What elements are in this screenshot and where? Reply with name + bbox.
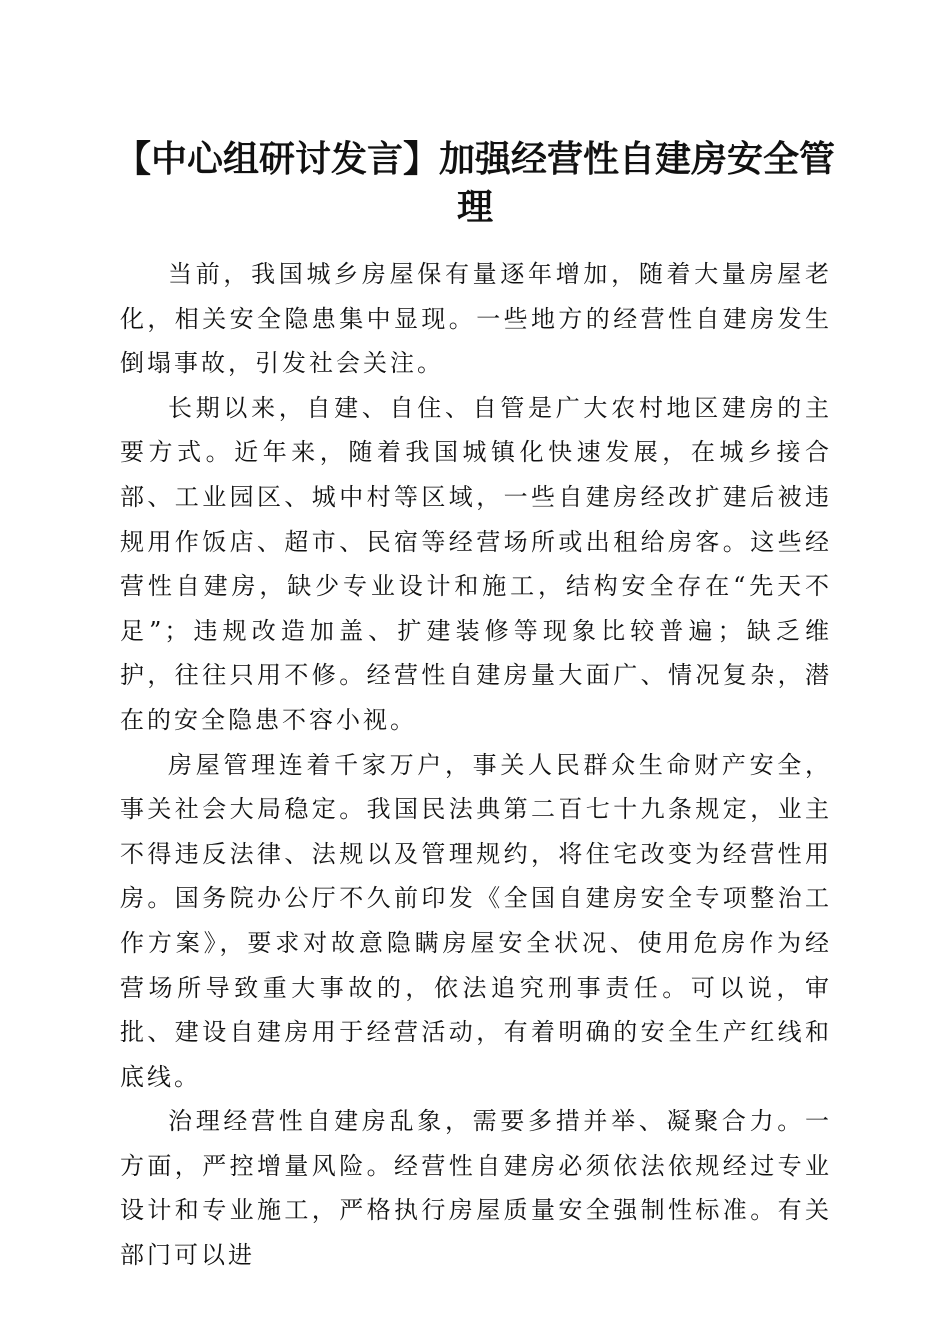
paragraph-2: 长期以来，自建、自住、自管是广大农村地区建房的主要方式。近年来，随着我国城镇化快速发展，在城乡接合部、工业园区、城中村等区域，一些自建房经改扩建后被违规用作饭店、超市、民宿等经营场所或出租给房客。这些经营性自建房，缺少专业设计和施工，结构安全存在“先天不足”；违规改造加盖、扩建装修等现象比较普遍；缺乏维护，往往只用不修。经营性自建房量大面广、情况复杂，潜在的安全隐患不容小视。 bbox=[120, 393, 832, 734]
document-title: 【中心组研讨发言】加强经营性自建房安全管理 bbox=[114, 139, 835, 228]
document-body bbox=[120, 252, 832, 1278]
paragraph-3: 房屋管理连着千家万户，事关人民群众生命财产安全，事关社会大局稳定。我国民法典第二百七十九条规定，业主不得违反法律、法规以及管理规约，将住宅改变为经营性用房。国务院办公厅不久前印发《全国自建房安全专项整治工作方案》，要求对故意隐瞒房屋安全状况、使用危房作为经营场所导致重大事故的，依法追究刑事责任。可以说，审批、建设自建房用于经营活动，有着明确的安全生产红线和底线。 bbox=[120, 750, 832, 1091]
paragraph-1: 当前，我国城乡房屋保有量逐年增加，随着大量房屋老化，相关安全隐患集中显现。一些地方的经营性自建房发生倒塌事故，引发社会关注。 bbox=[120, 260, 832, 378]
paragraph-4: 治理经营性自建房乱象，需要多措并举、凝聚合力。一方面，严控增量风险。经营性自建房必须依法依规经过专业设计和专业施工，严格执行房屋质量安全强制性标准。有关部门可以进 bbox=[120, 1107, 832, 1270]
